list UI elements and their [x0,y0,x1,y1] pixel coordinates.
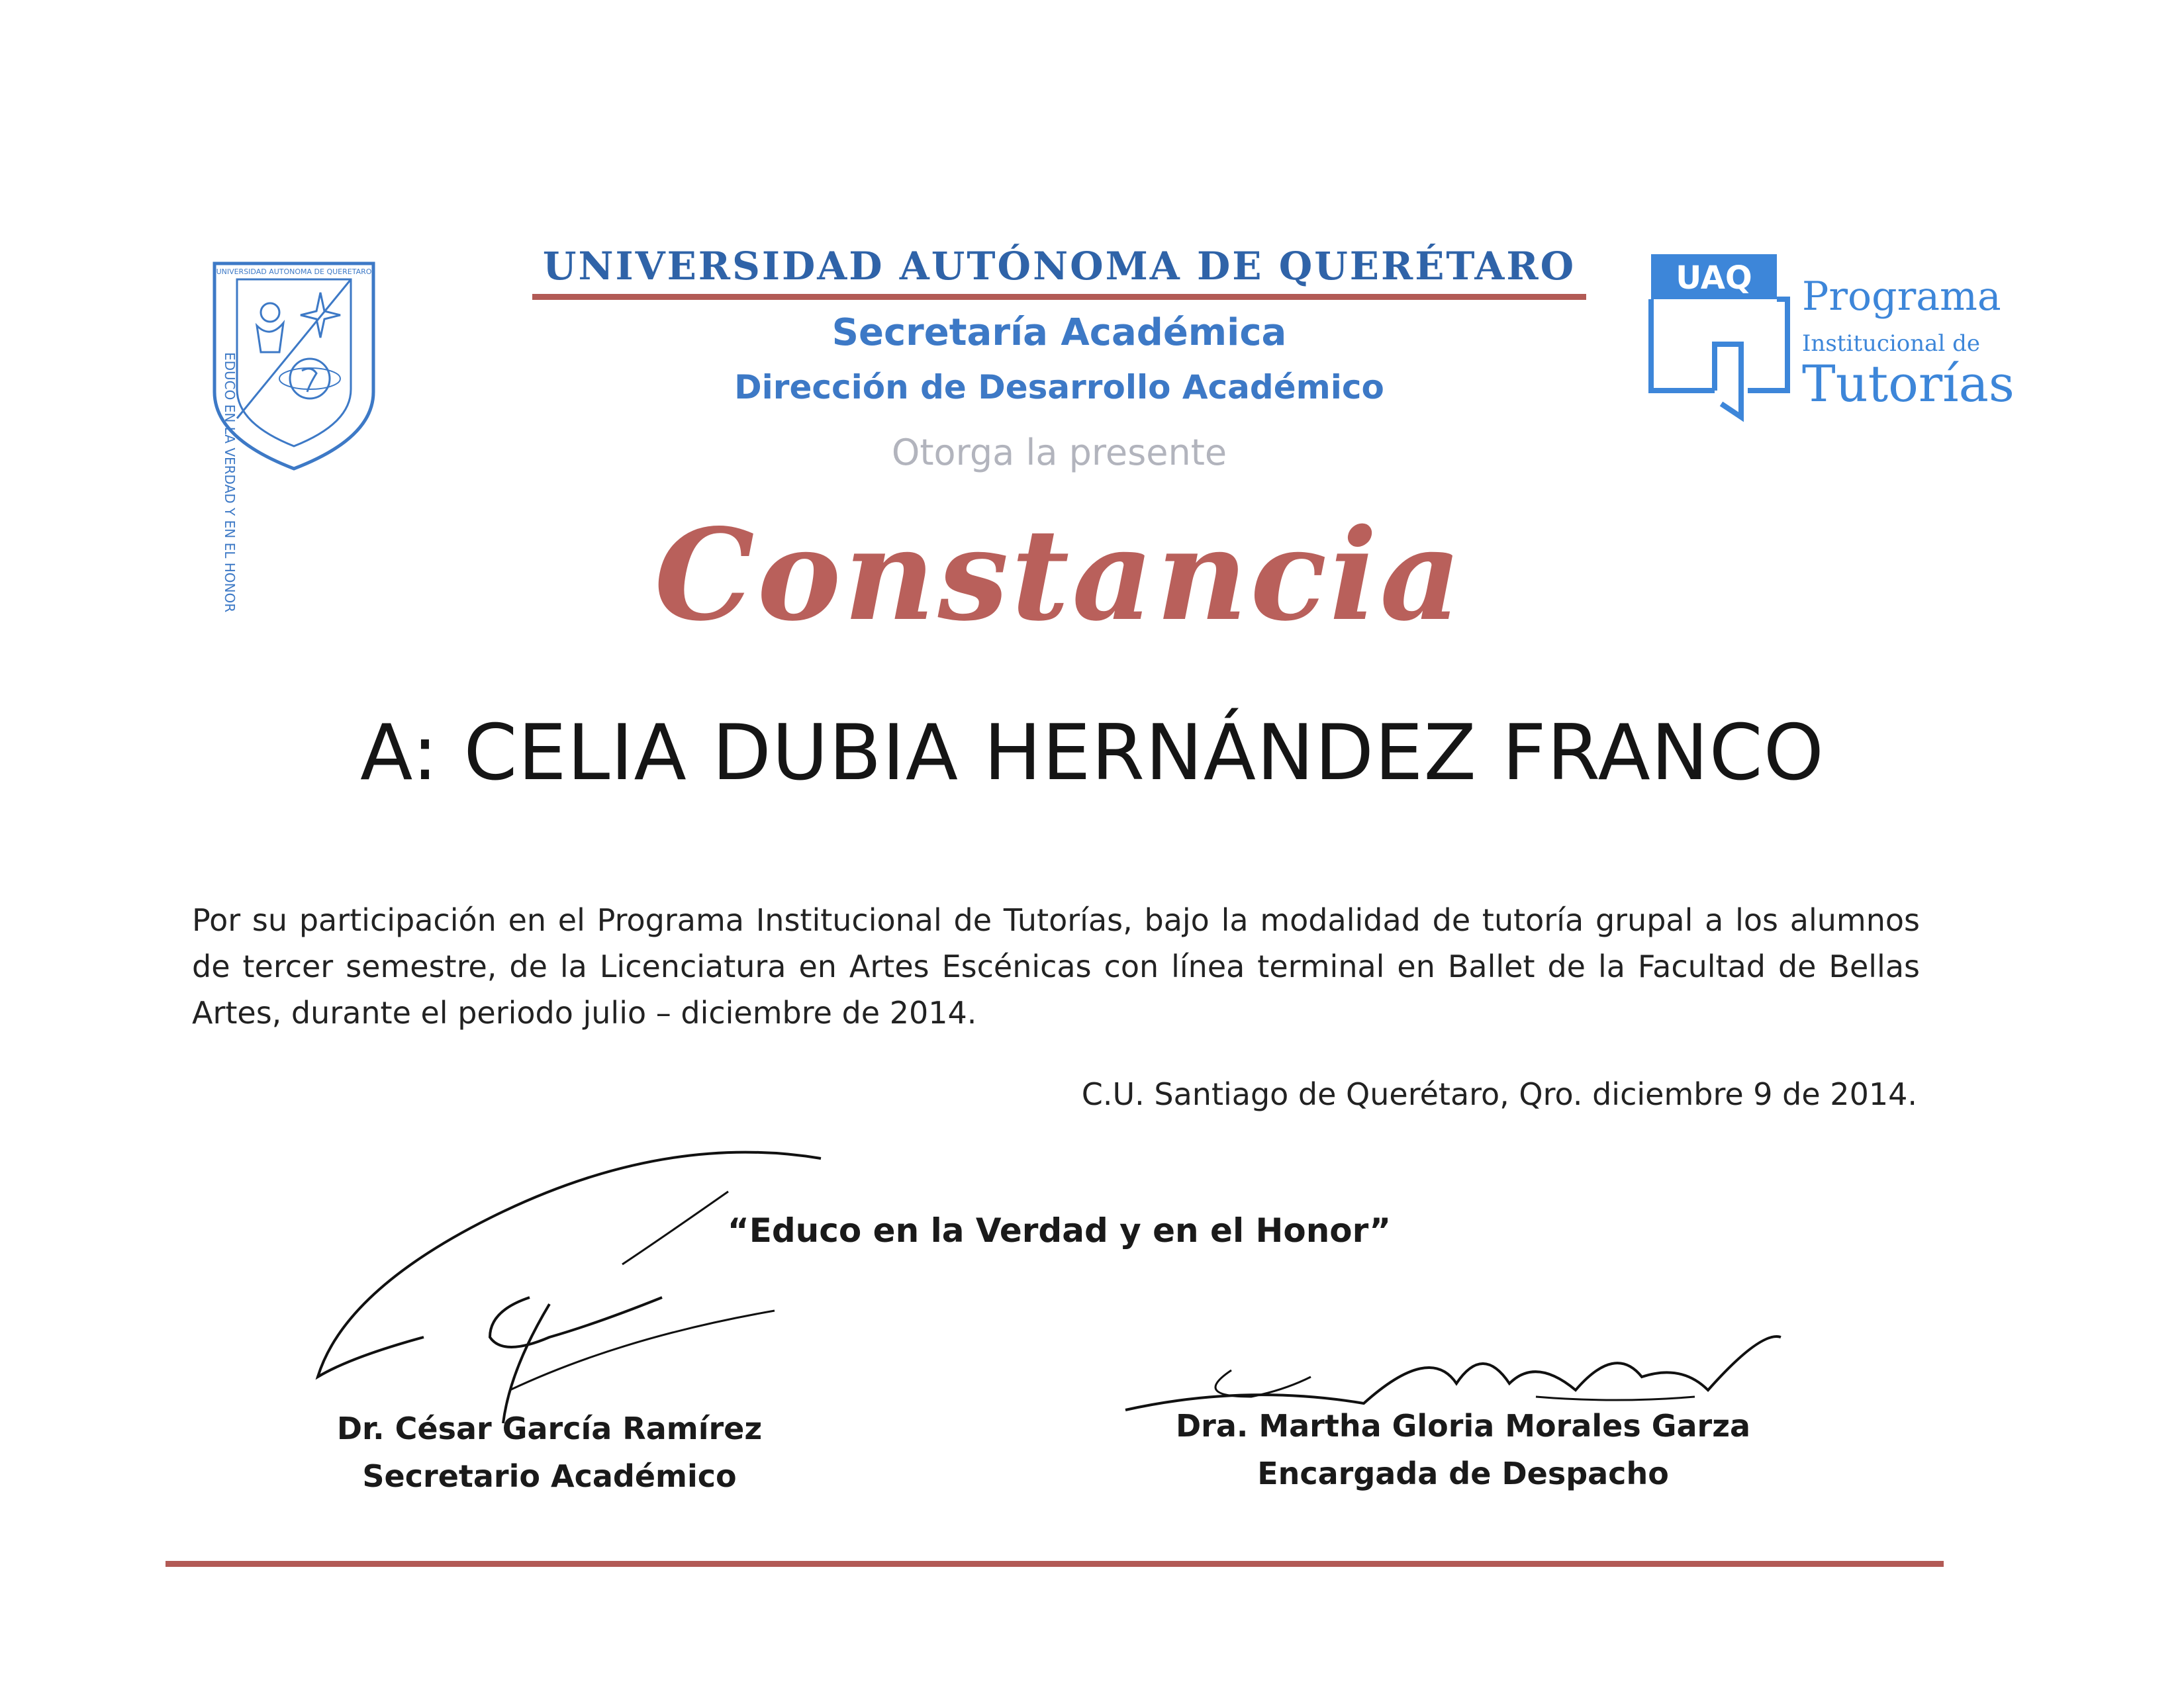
program-line2: Institucional de [1802,330,1980,357]
seal-ring-text: EDUCO EN LA VERDAD Y EN EL HONOR [222,352,238,613]
signature-left-image [291,1139,887,1450]
grants-text: Otorga la presente [891,432,1227,473]
signatory-left-title: Secretario Académico [362,1458,737,1494]
uaq-badge-text: UAQ [1676,259,1752,297]
signatory-right [1125,1402,1801,1497]
footer-divider [166,1561,1944,1567]
certificate-body: Por su participación en el Programa Institucional de Tutorías, bajo la modalidad de tutoría grupal a los alumnos de tercer semestre, de la Licenciatura en Artes Escénicas con línea terminal en Ballet de la Facultad de Bellas Artes, durante el periodo julio – diciembre de 2014. [192,902,1920,1031]
signatory-left [278,1405,821,1500]
signatory-right-title: Encargada de Despacho [1257,1456,1669,1491]
signatory-left-name: Dr. César García Ramírez [336,1411,763,1446]
signatory-right-name: Dra. Martha Gloria Morales Garza [1175,1408,1751,1444]
secretariat-title: Secretaría Académica [831,311,1287,354]
uaq-seal-logo [211,259,377,613]
tutorias-program-logo [1648,252,2015,424]
direction-title: Dirección de Desarrollo Académico [734,368,1384,406]
recipient-name: A: CELIA DUBIA HERNÁNDEZ FRANCO [360,708,1825,798]
place-date: C.U. Santiago de Querétaro, Qro. diciembre 9 de 2014. [1081,1076,1917,1112]
motto: “Educo en la Verdad y en el Honor” [727,1211,1392,1250]
seal-top-text: UNIVERSIDAD AUTONOMA DE QUERETARO [216,267,372,276]
header-divider [532,294,1586,300]
program-line1: Programa [1802,273,2001,320]
constancia-text: Constancia [654,501,1464,649]
university-name: UNIVERSIDAD AUTÓNOMA DE QUERÉTARO [542,244,1576,289]
constancia-heading [654,500,1464,659]
program-line3: Tutorías [1802,354,2015,413]
